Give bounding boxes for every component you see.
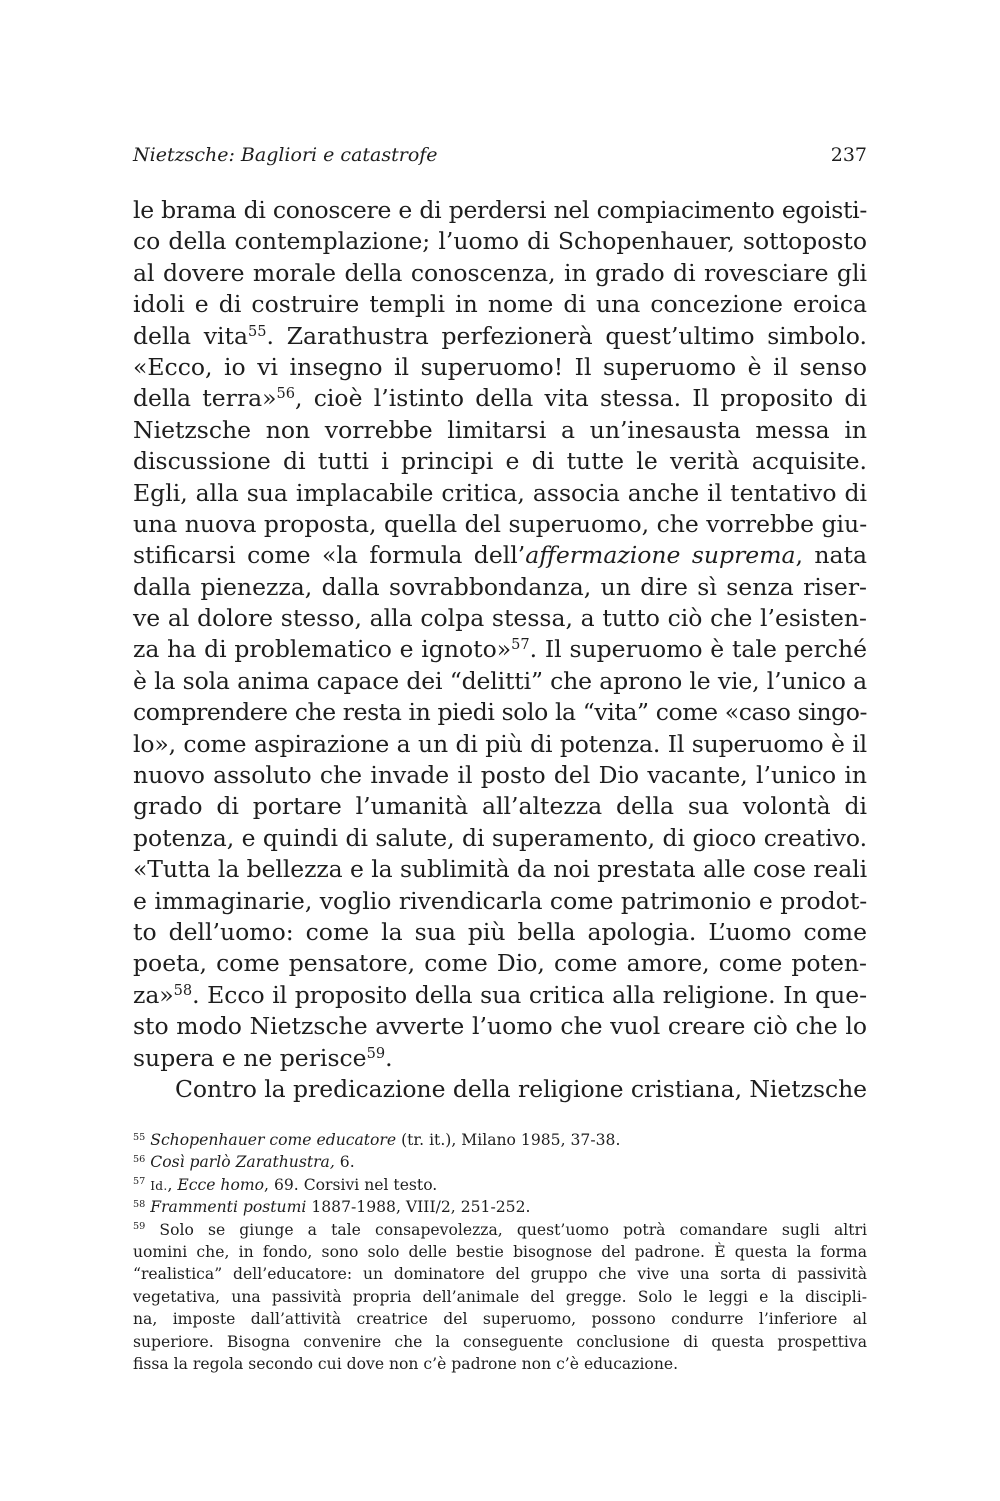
- text-line: potenza, e quindi di salute, di superamento, di gioco creativo.: [133, 823, 867, 852]
- italic-title: Così parlò Zarathustra,: [150, 1153, 335, 1172]
- footnote-number: 58: [133, 1198, 146, 1210]
- footnote-ref-58: 58: [173, 981, 193, 999]
- page-header: [133, 140, 867, 170]
- ibidem-abbrev: Id.: [150, 1178, 168, 1193]
- footnote-59-line: superiore. Bisogna convenire che la conseguente conclusione di questa prospettiva: [133, 1332, 867, 1351]
- text-fragment: . Il superuomo è tale perché: [529, 635, 868, 664]
- text-fragment: za»: [133, 980, 174, 1009]
- text-line: «Tutta la bellezza e la sublimità da noi prestata alle cose reali: [133, 855, 867, 884]
- text-line: [133, 321, 867, 352]
- footnote-ref-56: 56: [276, 385, 295, 403]
- text-line: «Ecco, io vi insegno il superuomo! Il superuomo è il senso: [133, 352, 867, 381]
- text-line: Nietzsche non vorrebbe limitarsi a un’inesausta messa in: [133, 415, 867, 444]
- text-fragment: . Zarathustra perfezionerà quest’ultimo simbolo.: [266, 321, 867, 350]
- main-text: [133, 195, 867, 1105]
- italic-phrase: affermazione suprema: [525, 541, 796, 570]
- text-line: lo», come aspirazione a un di più di potenza. Il superuomo è il: [133, 729, 867, 758]
- italic-title: Schopenhauer come educatore: [150, 1131, 397, 1149]
- text-fragment: della vita: [133, 321, 248, 350]
- text-fragment: .: [385, 1043, 393, 1072]
- text-line: nuovo assoluto che invade il posto del Dio vacante, l’unico in: [133, 761, 867, 790]
- text-line: poeta, come pensatore, come Dio, come amore, come poten-: [133, 949, 867, 978]
- running-title: Nietzsche: Bagliori e catastrofe: [133, 144, 438, 166]
- footnote-number: 59: [133, 1221, 146, 1233]
- text-line: comprendere che resta in piedi solo la “vita” come «caso singo-: [133, 698, 867, 727]
- text-line: [133, 634, 867, 665]
- text-line: al dovere morale della conoscenza, in grado di rovesciare gli: [133, 258, 867, 287]
- footnote-number: 56: [133, 1154, 146, 1166]
- footnote-text: (tr. it.), Milano 1985, 37-38.: [396, 1131, 621, 1149]
- text-line: è la sola anima capace dei “delitti” che aprono le vie, l’unico a: [133, 666, 867, 695]
- footnote-59-line: vegetativa, una passività propria dell’animale del gregge. Solo le leggi e la discipli-: [133, 1287, 867, 1306]
- text-line: co della contemplazione; l’uomo di Schopenhauer, sottoposto: [133, 227, 867, 256]
- footnote-ref-59: 59: [366, 1044, 386, 1062]
- footnote-text: , 69. Corsivi nel testo.: [264, 1175, 438, 1194]
- footnote-text: 6.: [334, 1153, 355, 1172]
- text-fragment: , nata: [795, 541, 868, 570]
- text-line: ve al dolore stesso, alla colpa stessa, a tutto ciò che l’esisten-: [133, 604, 867, 633]
- footnote-59-line: fissa la regola secondo cui dove non c’è padrone non c’è educazione.: [133, 1354, 679, 1373]
- text-line: [133, 383, 867, 414]
- text-fragment: della terra»: [133, 384, 277, 413]
- footnote-58: [133, 1196, 867, 1218]
- footnote-text: Solo se giunge a tale consapevolezza, quest’uomo potrà comandare sugli altri: [145, 1220, 867, 1239]
- text-fragment: za ha di problematico e ignoto»: [133, 635, 512, 664]
- footnote-59-line: uomini che, in fondo, sono solo delle bestie bisognose del padrone. È questa la forma: [133, 1242, 867, 1261]
- footnote-text: 1887-1988, VIII/2, 251-252.: [306, 1198, 531, 1217]
- paragraph-first-line: Contro la predicazione della religione cristiana, Nietzsche: [175, 1074, 868, 1103]
- text-fragment: stificarsi come «la formula dell’: [133, 541, 526, 570]
- page-number: 237: [830, 144, 867, 166]
- text-line: [133, 540, 867, 571]
- footnote-59-line: na, imposte dall’attività creatrice del superuomo, possono condurre l’inferiore al: [133, 1310, 867, 1329]
- italic-title: Frammenti postumi: [150, 1198, 307, 1217]
- footnotes: [133, 1129, 867, 1375]
- footnote-56: [133, 1151, 867, 1173]
- text-line: le brama di conoscere e di perdersi nel compiacimento egoisti-: [133, 196, 867, 224]
- text-fragment: , cioè l’istinto della vita stessa. Il proposito di: [295, 384, 867, 413]
- text-line: discussione di tutti i principi e di tutte le verità acquisite.: [133, 447, 867, 476]
- text-line: sto modo Nietzsche avverte l’uomo che vuol creare ciò che lo: [133, 1012, 867, 1041]
- italic-title: Ecce homo: [177, 1175, 265, 1194]
- footnote-ref-57: 57: [511, 636, 530, 654]
- text-fragment: . Ecco il proposito della sua critica alla religione. In que-: [192, 980, 867, 1009]
- text-fragment: supera e ne perisce: [133, 1043, 367, 1072]
- text-line: e immaginarie, voglio rivendicarla come patrimonio e prodot-: [133, 886, 868, 915]
- footnote-text: ,: [167, 1175, 178, 1194]
- footnote-57: [133, 1174, 867, 1196]
- text-line: [133, 980, 867, 1011]
- footnote-ref-55: 55: [247, 322, 267, 340]
- text-line: idoli e di costruire templi in nome di una concezione eroica: [133, 290, 867, 319]
- footnote-number: 57: [133, 1176, 146, 1188]
- text-line: to dell’uomo: come la sua più bella apologia. L’uomo come: [133, 917, 867, 946]
- text-line: Egli, alla sua implacabile critica, associa anche il tentativo di: [133, 478, 867, 507]
- footnote-55: [133, 1129, 867, 1151]
- footnote-59-line: “realistica” dell’educatore: un dominatore del gruppo che vive una sorta di passività: [133, 1265, 867, 1284]
- footnote-number: 55: [133, 1131, 146, 1143]
- text-line: una nuova proposta, quella del superuomo, che vorrebbe giu-: [133, 509, 868, 538]
- text-line: dalla pienezza, dalla sovrabbondanza, un dire sì senza riser-: [133, 572, 867, 601]
- footnote-59-line: [133, 1219, 867, 1241]
- text-line: [133, 1043, 867, 1074]
- text-line: grado di portare l’umanità all’altezza della sua volontà di: [133, 792, 867, 821]
